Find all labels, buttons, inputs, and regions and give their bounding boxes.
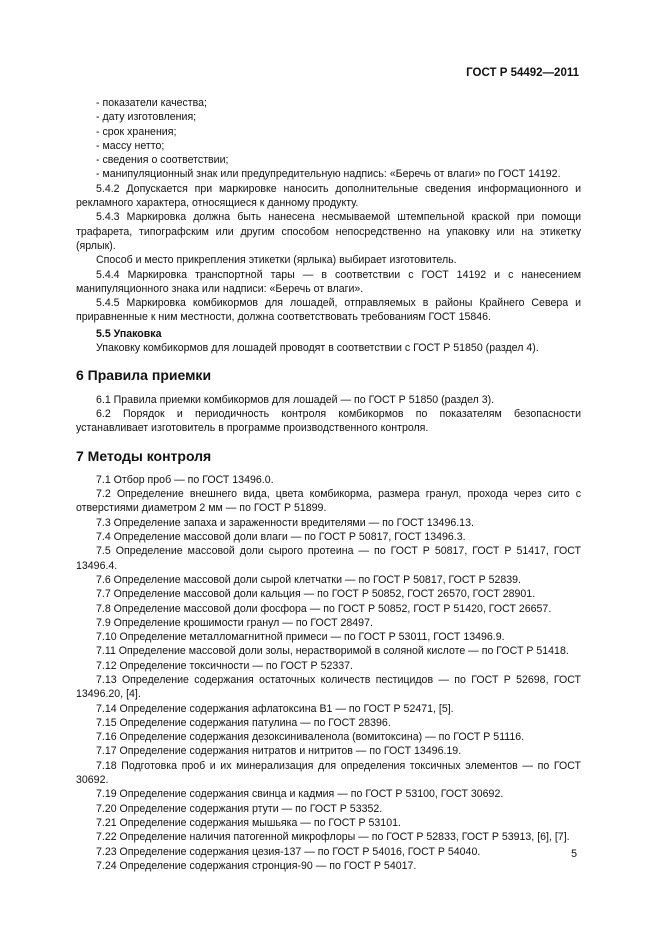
clause-item: 7.4 Определение массовой доли влаги — по ГОСТ Р 50817, ГОСТ 13496.3. — [96, 531, 466, 544]
clause-item: 7.18 Подготовка проб и их минерализация для определения токсичных элементов — по ГОСТ 30692. — [76, 759, 581, 787]
subsection-5-5-text: Упаковку комбикормов для лошадей проводят в соответствии с ГОСТ Р 51850 (раздел 4). — [96, 342, 539, 355]
clause-item: 7.19 Определение содержания свинца и кадмия — по ГОСТ Р 53100, ГОСТ 30692. — [96, 788, 504, 801]
clause-5-4-3-note: Способ и место прикрепления этикетки (ярлыка) выбирает изготовитель. — [96, 254, 457, 267]
clause-item: 7.17 Определение содержания нитратов и нитритов — по ГОСТ 13496.19. — [96, 745, 462, 758]
section-7-title: 7 Методы контроля — [76, 447, 212, 464]
clause-item: 7.3 Определение запаха и зараженности вредителями — по ГОСТ 13496.13. — [96, 516, 474, 529]
clause-item: 7.6 Определение массовой доли сырой клетчатки — по ГОСТ Р 50817, ГОСТ Р 52839. — [96, 573, 521, 586]
clause-6-2: 6.2 Порядок и периодичность контроля комбикормов по показателям безопасности устанавливает изготовитель в программе производственного контроля. — [76, 407, 581, 435]
clause-item: 7.1 Отбор проб — по ГОСТ 13496.0. — [96, 473, 274, 486]
clause-item: 7.24 Определение содержания стронция-90 — по ГОСТ Р 54017. — [96, 859, 417, 872]
bullet-item: - дату изготовления; — [96, 111, 197, 124]
subsection-5-5-title: 5.5 Упаковка — [96, 327, 162, 340]
clause-item: 7.14 Определение содержания афлатоксина В1 — по ГОСТ Р 52471, [5]. — [96, 702, 454, 715]
clause-5-4-2: 5.4.2 Допускается при маркировке наносить дополнительные сведения информационного и рекламного характера, относящиеся к данному продукту. — [76, 182, 581, 210]
clause-item: 7.11 Определение массовой доли золы, нерастворимой в соляной кислоте — по ГОСТ Р 51418. — [96, 645, 569, 658]
clause-item: 7.15 Определение содержания патулина — по ГОСТ 28396. — [96, 716, 391, 729]
bullet-item: - манипуляционный знак или предупредительную надпись: «Беречь от влаги» по ГОСТ 14192. — [96, 168, 561, 181]
clause-5-4-3: 5.4.3 Маркировка должна быть нанесена несмываемой штемпельной краской при помощи трафарета, типографским или другим способом непосредственно на упаковку или на этикетку (ярлык). — [76, 211, 581, 252]
clause-item: 7.20 Определение содержания ртути — по ГОСТ Р 53352. — [96, 802, 383, 815]
clause-item: 7.21 Определение содержания мышьяка — по ГОСТ Р 53101. — [96, 816, 401, 829]
clause-item: 7.23 Определение содержания цезия-137 — по ГОСТ Р 54016, ГОСТ Р 54040. — [96, 845, 481, 858]
clause-item: 7.9 Определение крошимости гранул — по ГОСТ 28497. — [96, 616, 373, 629]
clause-item: 7.10 Определение металломагнитной примеси — по ГОСТ Р 53011, ГОСТ 13496.9. — [96, 631, 505, 644]
clause-item: 7.8 Определение массовой доли фосфора — по ГОСТ Р 50852, ГОСТ Р 51420, ГОСТ 26657. — [96, 602, 552, 615]
document-code: ГОСТ Р 54492—2011 — [466, 67, 579, 79]
clause-5-4-4: 5.4.4 Маркировка транспортной тары — в соответствии с ГОСТ 14192 и с нанесением манипуляционного знака или надписи: «Беречь от влаги». — [76, 268, 581, 295]
clause-item: 7.7 Определение массовой доли кальция — по ГОСТ Р 50852, ГОСТ 26570, ГОСТ 28901. — [96, 588, 536, 601]
page-body — [76, 96, 581, 873]
page-number: 5 — [571, 848, 577, 860]
clause-item: 7.5 Определение массовой доли сырого протеина — по ГОСТ Р 50817, ГОСТ Р 51417, ГОСТ 13496.4. — [76, 545, 581, 572]
clause-item: 7.12 Определение токсичности — по ГОСТ Р 52337. — [96, 659, 353, 672]
clause-item: 7.16 Определение содержания дезоксиниваленола (вомитоксина) — по ГОСТ Р 51116. — [96, 731, 525, 744]
bullet-item: - показатели качества; — [96, 97, 208, 109]
bullet-item: - сведения о соответствии; — [96, 154, 229, 167]
section-6-title: 6 Правила приемки — [76, 367, 212, 384]
bullet-item: - массу нетто; — [96, 139, 165, 152]
clause-item: 7.2 Определение внешнего вида, цвета комбикорма, размера гранул, прохода через сито с отверстиями диаметром 2 мм — по ГОСТ Р 51899. — [76, 488, 581, 515]
clause-item: 7.13 Определение содержания остаточных количеств пестицидов — по ГОСТ Р 52698, ГОСТ 13496.20, [4]. — [76, 673, 581, 701]
clause-item: 7.22 Определение наличия патогенной микрофлоры — по ГОСТ Р 52833, ГОСТ Р 53913, [6], [7]. — [96, 831, 570, 844]
clause-6-1: 6.1 Правила приемки комбикормов для лошадей — по ГОСТ Р 51850 (раздел 3). — [96, 393, 495, 406]
bullet-item: - срок хранения; — [96, 125, 177, 138]
clause-5-4-5: 5.4.5 Маркировка комбикормов для лошадей, отправляемых в районы Крайнего Севера и приравненные к ним местности, должна соответствовать требованиям ГОСТ 15846. — [76, 297, 581, 324]
